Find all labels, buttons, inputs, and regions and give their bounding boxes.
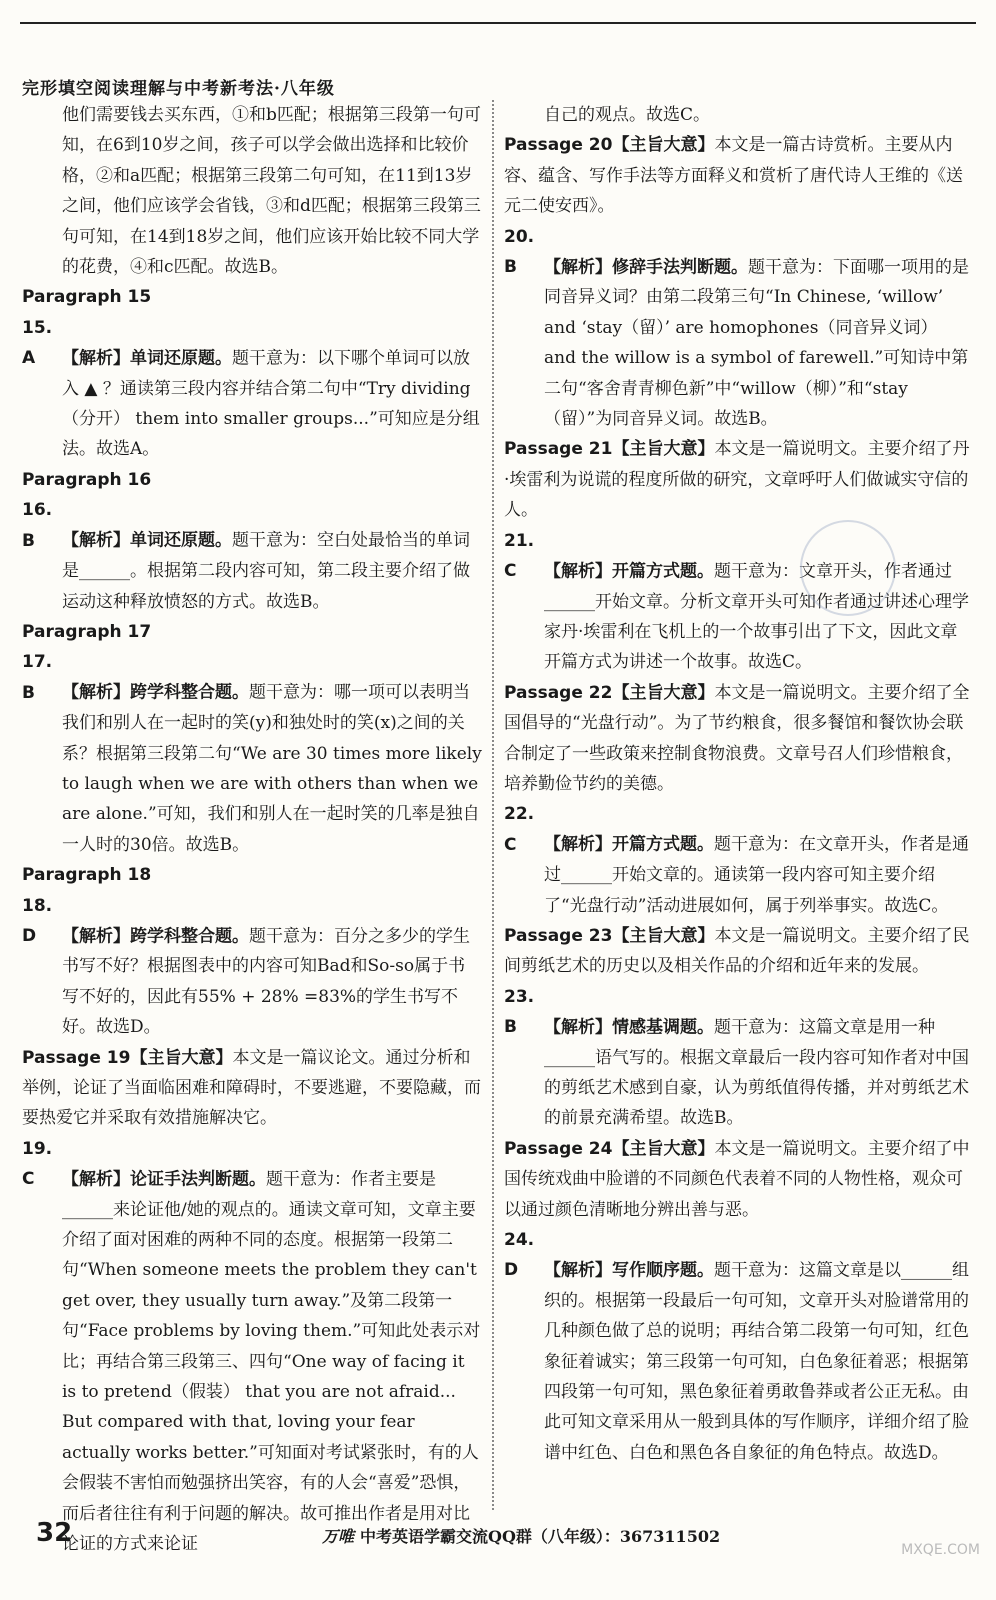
summary-text: 本文是一篇议论文。通过分析和举例，论证了当面临困难和障碍时，不要逃避，不要隐藏，而要热爱它并采取有效措施解决它。 — [22, 1047, 481, 1129]
passage-summary — [504, 921, 974, 982]
answer-number: 21. C — [504, 530, 535, 582]
analysis-text: 题干意为：这篇文章是用一种______语气写的。根据文章最后一段内容可知作者对中国的剪纸艺术感到自豪，认为剪纸值得传播，并对剪纸艺术的前景充满希望。故选B。 — [544, 1017, 969, 1129]
analysis-tag: 【解析】写作顺序题。 — [544, 1260, 714, 1281]
footer-text: 中考英语学霸交流QQ群（八年级）：367311502 — [360, 1527, 721, 1546]
passage-summary — [22, 1043, 482, 1134]
answer-number: 22. C — [504, 804, 535, 855]
continued-text: 他们需要钱去买东西，①和b匹配；根据第三段第一句可知，在6到10岁之间，孩子可以学会做出选择和比较价格，②和a匹配；根据第三段第二句可知，在11到13岁之间，他们应该学会省钱，③和d匹配；根据第三段第三句可知，在14到18岁之间，他们应该开始比较不同大学的花费，④和c匹配。故选B。 — [62, 105, 481, 278]
summary-text: 本文是一篇说明文。主要介绍了中国传统戏曲中脸谱的不同颜色代表着不同的人物性格，观众可以通过颜色清晰地分辨出善与恶。 — [504, 1138, 970, 1220]
analysis-text: 题干意为：这篇文章是以______组织的。根据第一段最后一句可知，文章开头对脸谱常用的几种颜色做了总的说明；再结合第二段第一句可知，红色象征着诚实；第三段第一句可知，白色象征着恶；根据第四段第一句可知，黑色象征着勇敢鲁莽或者公正无私。由此可知文章采用从一般到具体的写作顺序，详细介绍了脸谱中红色、白色和黑色各自象征的角色特点。故选D。 — [544, 1260, 969, 1463]
summary-tag: 【主旨大意】 — [612, 1138, 715, 1159]
analysis-tag: 【解析】开篇方式题。 — [544, 561, 714, 582]
summary-tag: 【主旨大意】 — [612, 682, 715, 703]
analysis-tag: 【解析】单词还原题。 — [62, 348, 232, 369]
analysis-text: 题干意为：在文章开头，作者是通过______开始文章的。通读第一段内容可知主要介绍了“光盘行动”活动进展如何，属于列举事实。故选C。 — [544, 834, 969, 916]
passage-summary — [504, 130, 974, 221]
paragraph-heading: Paragraph 18 — [22, 865, 152, 886]
watermark: MXQE.COM — [901, 1542, 980, 1558]
answer-item — [22, 1134, 482, 1560]
right-column — [504, 100, 974, 1468]
analysis-tag: 【解析】论证手法判断题。 — [62, 1169, 266, 1190]
answer-item — [22, 313, 482, 465]
answer-item — [504, 1225, 974, 1468]
summary-text: 本文是一篇说明文。主要介绍了丹·埃雷利为说谎的程度所做的研究，文章呼吁人们做诚实守信的人。 — [504, 439, 970, 521]
analysis-text: 题干意为：哪一项可以表明当我们和别人在一起时的笑(y)和独处时的笑(x)之间的关系？根据第三段第二句“We are 30 times more likely to laugh when we are with others than when we are alone.”可知，我们和别人在一起时笑的几率是独自一人时的30倍。故选B。 — [62, 682, 482, 855]
answer-item — [504, 982, 974, 1134]
summary-tag: 【主旨大意】 — [130, 1047, 233, 1068]
answer-number: 15. A — [22, 317, 53, 369]
answer-item — [22, 647, 482, 860]
answer-number: 23. B — [504, 986, 535, 1038]
passage-label: Passage 24 — [504, 1138, 613, 1159]
summary-tag: 【主旨大意】 — [612, 439, 715, 460]
passage-label: Passage 19 — [22, 1047, 131, 1068]
brand-logo: 万唯 — [322, 1527, 355, 1546]
analysis-text: 题干意为：作者主要是______来论证他/她的观点的。通读文章可知，文章主要介绍了面对困难的两种不同的态度。根据第一段第二句“When someone meets the problem they can't get over, they usually turn away.”及第二段第一句“Face problems by loving them.”可知此处表示对比；再结合第三段第三、四句“One way of facing it is to pretend（假装） that you are not afraid... But compared with that, loving your fear actually works better.”可知面对考试紧张时，有的人会假装不害怕而勉强挤出笑容，有的人会“喜爱”恐惧，而后者往往有利于问题的解决。故可推出作者是用对比论证的方式来论证 — [62, 1169, 481, 1555]
passage-label: Passage 20 — [504, 135, 613, 156]
passage-summary — [504, 1134, 974, 1225]
stamp-mark — [800, 520, 896, 616]
page-number: 32 — [36, 1518, 73, 1548]
analysis-tag: 【解析】跨学科整合题。 — [62, 682, 249, 703]
answer-number: 16. B — [22, 500, 53, 551]
answer-number: 20. B — [504, 226, 535, 278]
answer-item — [22, 891, 482, 1043]
analysis-text: 题干意为：空白处最恰当的单词是______。根据第二段内容可知，第二段主要介绍了做运动这种释放愤怒的方式。故选B。 — [62, 530, 470, 612]
passage-summary — [504, 678, 974, 800]
answer-number: 24. D — [504, 1230, 535, 1281]
passage-label: Passage 21 — [504, 439, 613, 460]
analysis-text: 题干意为：以下哪个单词可以放入 ▲ ？通读第三段内容并结合第二句中“Try dividing（分开） them into smaller groups...”可知应是分组法。故选A。 — [62, 348, 480, 460]
passage-summary — [504, 434, 974, 525]
continued-text: 自己的观点。故选C。 — [544, 105, 711, 125]
analysis-tag: 【解析】修辞手法判断题。 — [544, 257, 748, 278]
passage-label: Passage 23 — [504, 925, 613, 946]
summary-text: 本文是一篇古诗赏析。主要从内容、蕴含、写作手法等方面释义和赏析了唐代诗人王维的《送元二使安西》。 — [504, 135, 963, 217]
analysis-tag: 【解析】开篇方式题。 — [544, 834, 714, 855]
analysis-text: 题干意为：文章开头，作者通过______开始文章。分析文章开头可知作者通过讲述心理学家丹·埃雷利在飞机上的一个故事引出了下文，因此文章开篇方式为讲述一个故事。故选C。 — [544, 561, 969, 673]
analysis-tag: 【解析】单词还原题。 — [62, 530, 232, 551]
summary-tag: 【主旨大意】 — [612, 135, 715, 156]
analysis-text: 题干意为：百分之多少的学生书写不好？根据图表中的内容可知Bad和So-so属于书写不好的，因此有55% + 28% =83%的学生书写不好。故选D。 — [62, 925, 470, 1038]
analysis-text: 题干意为：下面哪一项用的是同音异义词？由第二段第三句“In Chinese, ‘willow’ and ‘stay（留）’ are homophones（同音异义词） and the willow is a symbol of farewell.”可知诗中第二句“客舍青青柳色新”中“willow（柳）”和“stay（留）”为同音异义词。故选B。 — [544, 257, 969, 430]
top-rule — [20, 22, 976, 24]
answer-number: 19. C — [22, 1138, 53, 1190]
paragraph-heading: Paragraph 15 — [22, 287, 152, 308]
answer-item — [504, 799, 974, 921]
paragraph-heading: Paragraph 17 — [22, 621, 152, 642]
summary-tag: 【主旨大意】 — [612, 925, 715, 946]
footer-line — [322, 1524, 720, 1547]
analysis-tag: 【解析】情感基调题。 — [544, 1017, 714, 1038]
answer-number: 18. D — [22, 895, 53, 946]
answer-item — [504, 526, 974, 678]
answer-item — [504, 222, 974, 435]
column-divider — [492, 100, 494, 1510]
answer-number: 17. B — [22, 652, 53, 703]
summary-text: 本文是一篇说明文。主要介绍了民间剪纸艺术的历史以及相关作品的介绍和近年来的发展。 — [504, 925, 970, 977]
analysis-tag: 【解析】跨学科整合题。 — [62, 925, 249, 946]
answer-item — [22, 495, 482, 617]
paragraph-heading: Paragraph 16 — [22, 469, 152, 490]
left-column — [22, 100, 482, 1560]
running-title: 完形填空阅读理解与中考新考法·八年级 — [22, 79, 335, 99]
summary-text: 本文是一篇说明文。主要介绍了全国倡导的“光盘行动”。为了节约粮食，很多餐馆和餐饮协会联合制定了一些政策来控制食物浪费。文章号召人们珍惜粮食，培养勤俭节约的美德。 — [504, 682, 970, 794]
passage-label: Passage 22 — [504, 682, 613, 703]
